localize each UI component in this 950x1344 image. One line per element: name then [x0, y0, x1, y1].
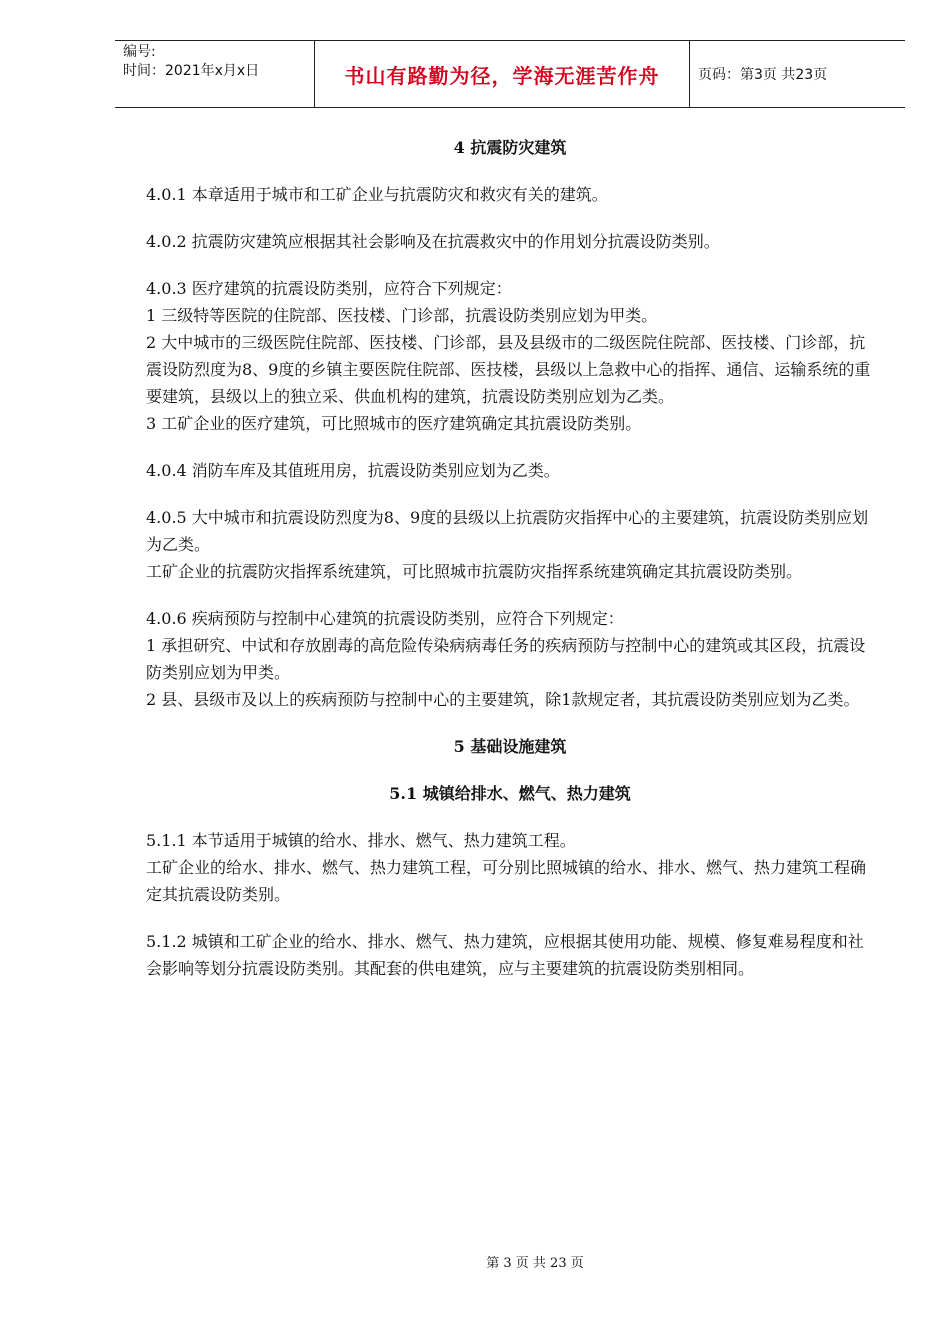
clause-line: 工矿企业的给水、排水、燃气、热力建筑工程，可分别比照城镇的给水、排水、燃气、热力建筑工程确定其抗震设防类别。 [146, 858, 867, 904]
header-motto: 书山有路勤为径，学海无涯苦作舟 [315, 41, 690, 107]
clause-item: 3 工矿企业的医疗建筑，可比照城市的医疗建筑确定其抗震设防类别。 [146, 414, 642, 433]
clause-item: 2 大中城市的三级医院住院部、医技楼、门诊部，县及县级市的二级医院住院部、医技楼、门诊部，抗震设防烈度为8、9度的乡镇主要医院住院部、医技楼，县级以上急救中心的指挥、通信、运输系统的重要建筑，县级以上的独立采、供血机构的建筑，抗震设防类别应划为乙类。 [146, 333, 871, 406]
header-page-info: 页码：第3页 共23页 [698, 67, 828, 83]
clause-line: 5.1.1 本节适用于城镇的给水、排水、燃气、热力建筑工程。 [146, 831, 576, 850]
clause-line: 4.0.6 疾病预防与控制中心建筑的抗震设防类别，应符合下列规定： [146, 609, 624, 628]
clause-line: 4.0.2 抗震防灾建筑应根据其社会影响及在抗震救灾中的作用划分抗震设防类别。 [146, 232, 720, 251]
clause-item: 1 承担研究、中试和存放剧毒的高危险传染病病毒任务的疾病预防与控制中心的建筑或其区段，抗震设防类别应划为甲类。 [146, 636, 866, 682]
clause-line: 4.0.3 医疗建筑的抗震设防类别，应符合下列规定： [146, 279, 512, 298]
clause-item: 1 三级特等医院的住院部、医技楼、门诊部，抗震设防类别应划为甲类。 [146, 306, 658, 325]
clause-4-0-5 [146, 504, 874, 585]
section-heading-5-1: 5.1 城镇给排水、燃气、热力建筑 [389, 784, 631, 803]
clause-line: 4.0.5 大中城市和抗震设防烈度为8、9度的县级以上抗震防灾指挥中心的主要建筑，抗震设防类别应划为乙类。 [146, 508, 869, 554]
section-heading-5: 5 基础设施建筑 [453, 737, 567, 756]
clause-item: 2 县、县级市及以上的疾病预防与控制中心的主要建筑，除1款规定者，其抗震设防类别应划为乙类。 [146, 690, 860, 709]
clause-line: 5.1.2 城镇和工矿企业的给水、排水、燃气、热力建筑，应根据其使用功能、规模、修复难易程度和社会影响等划分抗震设防类别。其配套的供电建筑，应与主要建筑的抗震设防类别相同。 [146, 932, 864, 978]
number-label: 编号: [123, 44, 156, 60]
clause-4-0-2 [146, 228, 874, 255]
time-label: 时间：2021年x月x日 [123, 63, 260, 79]
header-meta [115, 41, 315, 107]
document-body [146, 134, 874, 1002]
clause-4-0-1 [146, 181, 874, 208]
clause-4-0-3 [146, 275, 874, 437]
page-footer: 第 3 页 共 23 页 [486, 1256, 584, 1271]
clause-line: 工矿企业的抗震防灾指挥系统建筑，可比照城市抗震防灾指挥系统建筑确定其抗震设防类别。 [146, 562, 803, 581]
clause-5-1-2 [146, 928, 874, 982]
section-heading-4: 4 抗震防灾建筑 [453, 138, 567, 157]
clause-line: 4.0.1 本章适用于城市和工矿企业与抗震防灾和救灾有关的建筑。 [146, 185, 608, 204]
clause-line: 4.0.4 消防车库及其值班用房，抗震设防类别应划为乙类。 [146, 461, 560, 480]
clause-5-1-1 [146, 827, 874, 908]
clause-4-0-4 [146, 457, 874, 484]
clause-4-0-6 [146, 605, 874, 713]
page-header [115, 40, 905, 108]
